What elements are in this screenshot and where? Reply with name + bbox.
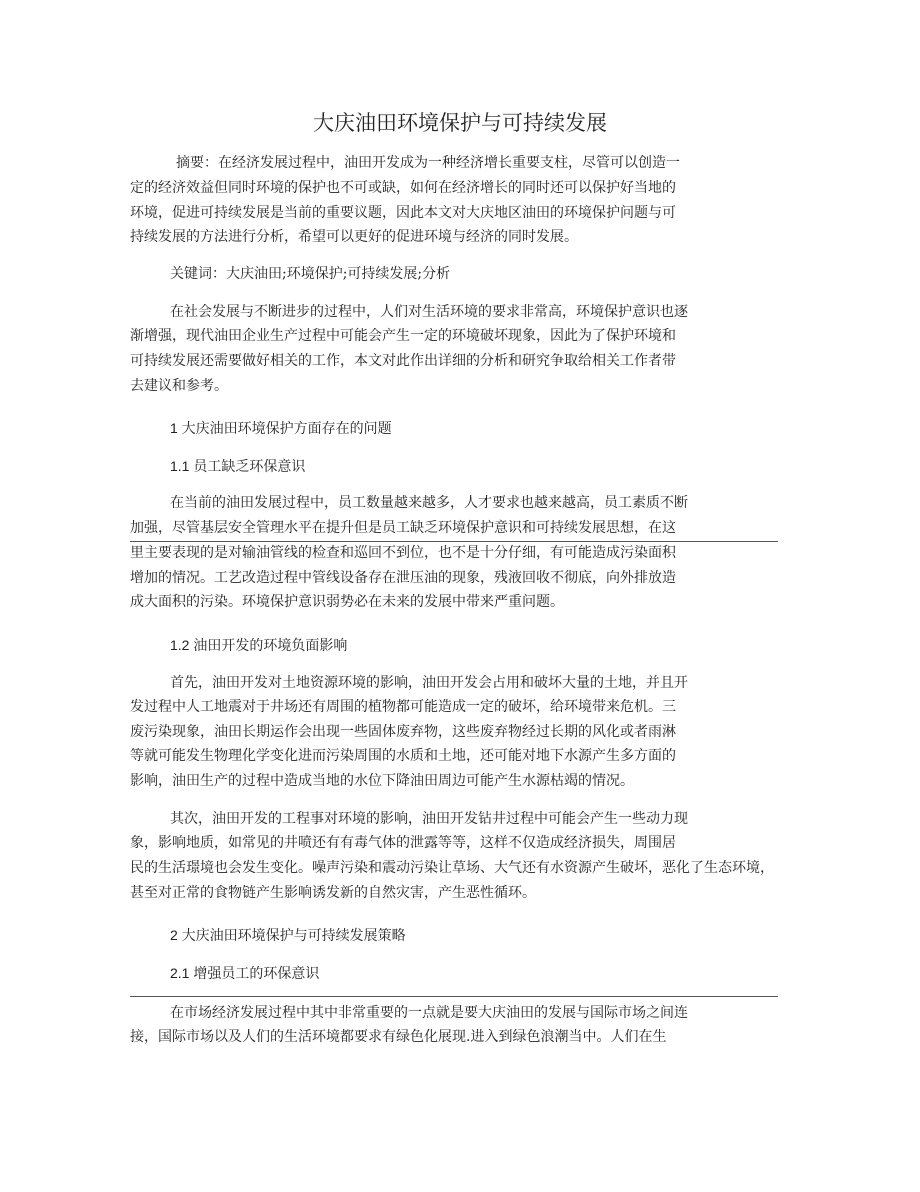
text-line: 定的经济效益但同时环境的保护也不可或缺，如何在经济增长的同时还可以保护好当地的 [130,180,676,196]
document-title: 大庆油田环境保护与可持续发展 [313,111,607,135]
section-heading-1: 1 大庆油田环境保护方面存在的问题 [170,420,392,436]
text-line: 在当前的油田发展过程中，员工数量越来越多，人才要求也越来越高，员工素质不断 [170,495,688,511]
text-line: 持续发展的方法进行分析，希望可以更好的促进环境与经济的同时发展。 [130,229,578,245]
text-line: 象，影响地质，如常见的井喷还有有毒气体的泄露等等，这样不仅造成经济损失，周围居 [130,835,676,851]
text-line: 渐增强，现代油田企业生产过程中可能会产生一定的环境破坏现象，因此为了保护环境和 [130,328,676,344]
text-line: 环境，促进可持续发展是当前的重要议题，因此本文对大庆地区油田的环境保护问题与可 [130,205,676,221]
text-line: 首先，油田开发对土地资源环境的影响，油田开发会占用和破坏大量的土地，并且开 [170,675,688,691]
text-line: 等就可能发生物理化学变化进而污染周围的水质和土地，还可能对地下水源产生多方面的 [130,748,676,764]
horizontal-rule [130,541,778,542]
text-line: 在市场经济发展过程中其中非常重要的一点就是要大庆油田的发展与国际市场之间连 [170,1005,688,1021]
text-line: 成大面积的污染。环境保护意识弱势必在未来的发展中带来严重问题。 [130,594,564,610]
section-heading-1-1: 1.1 员工缺乏环保意识 [170,458,306,474]
text-line: 去建议和参考。 [130,378,228,394]
text-line: 可持续发展还需要做好相关的工作，本文对此作出详细的分析和研究争取给相关工作者带 [130,353,676,369]
text-line: 民的生活璟境也会发生变化。噪声污染和震动污染让草场、大气还有水资源产生破坏，恶化了生态环境， [130,860,774,876]
text-line: 发过程中人工地震对于井场还有周围的植物都可能造成一定的破坏，给环境带来危机。三 [130,699,676,715]
text-line: 接，国际市场以及人们的生活环境都要求有绿色化展现.进入到绿色浪潮当中。人们在生 [130,1029,667,1045]
horizontal-rule [130,996,778,997]
section-heading-2-1: 2.1 增强员工的环保意识 [170,965,320,981]
text-line: 影响，油田生产的过程中造成当地的水位下降油田周边可能产生水源枯竭的情况。 [130,773,634,789]
text-line: 摘要：在经济发展过程中，油田开发成为一种经济增长重要支柱，尽管可以创造一 [176,155,680,171]
text-line: 甚至对正常的食物链产生影响诱发新的自然灾害，产生恶性循环。 [130,885,536,901]
text-line: 在社会发展与不断进步的过程中，人们对生活环境的要求非常高，环境保护意识也逐 [170,304,688,320]
text-line: 里主要表现的是对输油管线的检查和巡回不到位，也不是十分仔细，有可能造成污染面积 [130,545,676,561]
keywords: 关键词：大庆油田;环境保护;可持续发展;分析 [170,266,451,282]
section-heading-1-2: 1.2 油田开发的环境负面影响 [170,637,348,653]
section-heading-2: 2 大庆油田环境保护与可持续发展策略 [170,927,406,943]
text-line: 其次，油田开发的工程事对环境的影响，油田开发钻井过程中可能会产生一些动力现 [170,811,688,827]
text-line: 加强，尽管基层安全管理水平在提升但是员工缺乏环境保护意识和可持续发展思想，在这 [130,520,676,536]
text-line: 增加的情况。工艺改造过程中管线设备存在泄压油的现象，残液回收不彻底，向外排放造 [130,570,676,586]
text-line: 废污染现象，油田长期运作会出现一些固体废弃物，这些废弃物经过长期的风化或者雨淋 [130,724,676,740]
